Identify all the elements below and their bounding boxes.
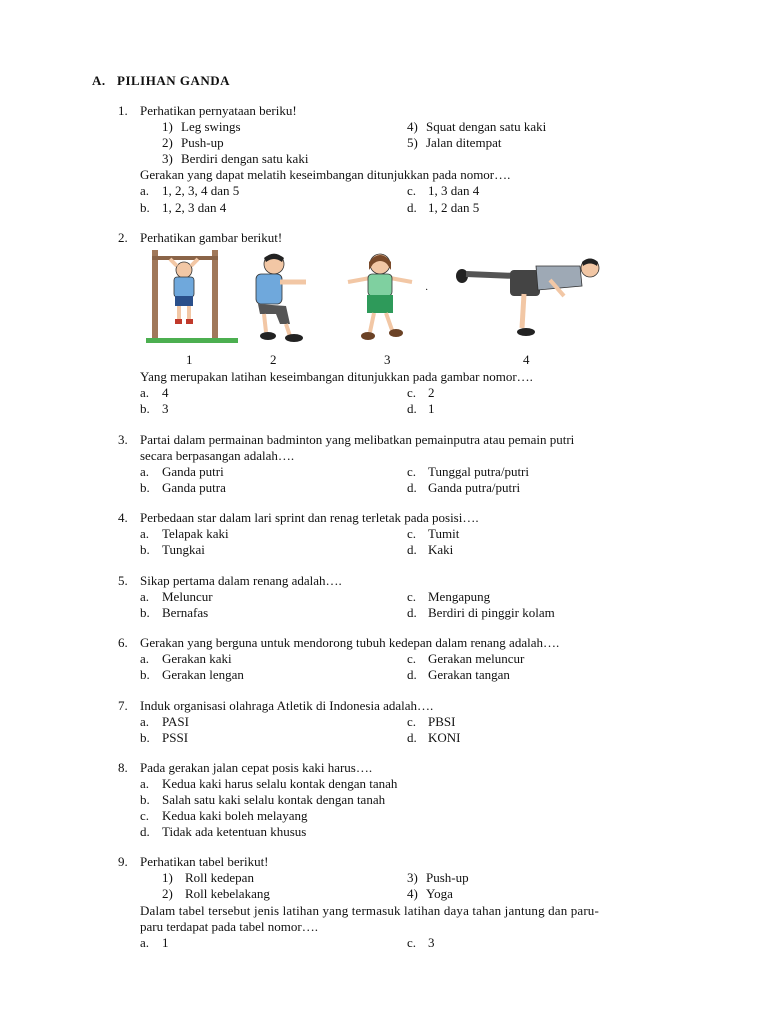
option-key: c. (407, 714, 417, 729)
list-item-text: Berdiri dengan satu kaki (181, 151, 309, 166)
option-key: a. (140, 526, 150, 541)
option-text: Gerakan lengan (162, 667, 244, 682)
option-key: b. (140, 200, 150, 215)
figure-label: 3 (384, 352, 391, 367)
one-leg-balance-figure (454, 252, 604, 340)
list-item-text: Squat dengan satu kaki (426, 119, 547, 134)
option-key: b. (140, 480, 150, 495)
option-text: 3 (428, 935, 435, 950)
option-text: 1, 3 dan 4 (428, 183, 480, 198)
question-number: 4. (118, 510, 128, 525)
option-key: a. (140, 589, 150, 604)
list-item-text: Yoga (426, 886, 453, 901)
option-text: Ganda putra/putri (428, 480, 521, 495)
option-key: d. (140, 824, 150, 839)
option-key: b. (140, 605, 150, 620)
list-item-text: Leg swings (181, 119, 241, 134)
option-text: Ganda putra (162, 480, 226, 495)
option-text: Kedua kaki boleh melayang (162, 808, 308, 823)
option-text: KONI (428, 730, 461, 745)
list-item-number: 1) (162, 870, 173, 885)
option-key: b. (140, 667, 150, 682)
option-text: Tunggal putra/putri (428, 464, 529, 479)
list-item-number: 2) (162, 135, 173, 150)
option-key: a. (140, 651, 150, 666)
option-text: Telapak kaki (162, 526, 229, 541)
option-key: c. (407, 526, 417, 541)
list-item-text: Roll kebelakang (185, 886, 270, 901)
question-stem: Perhatikan tabel berikut! (140, 854, 269, 869)
option-text: Ganda putri (162, 464, 224, 479)
option-text: Berdiri di pinggir kolam (428, 605, 555, 620)
option-text: PSSI (162, 730, 189, 745)
option-text: Meluncur (162, 589, 213, 604)
option-key: a. (140, 183, 150, 198)
option-text: 1 (428, 401, 435, 416)
question-number: 3. (118, 432, 128, 447)
option-text: 2 (428, 385, 435, 400)
question-number: 9. (118, 854, 128, 869)
figure-label: 1 (186, 352, 193, 367)
option-text: 1 (162, 935, 169, 950)
question-number: 6. (118, 635, 128, 650)
option-key: d. (407, 200, 417, 215)
list-item-text: Jalan ditempat (426, 135, 502, 150)
option-key: b. (140, 792, 150, 807)
option-key: c. (140, 808, 150, 823)
option-key: a. (140, 935, 150, 950)
option-text: 3 (162, 401, 169, 416)
question-text: Gerakan yang dapat melatih keseimbangan ditunjukkan pada nomor…. (140, 167, 511, 182)
question-stem: Pada gerakan jalan cepat posis kaki harus…. (140, 760, 373, 775)
option-key: d. (407, 605, 417, 620)
list-item-text: Push-up (426, 870, 469, 885)
option-text: Kaki (428, 542, 454, 557)
option-text: Tidak ada ketentuan khusus (162, 824, 307, 839)
question-stem: Sikap pertama dalam renang adalah…. (140, 573, 342, 588)
option-text: PBSI (428, 714, 456, 729)
option-key: a. (140, 385, 150, 400)
figure-label: 2 (270, 352, 277, 367)
list-item-text: Push-up (181, 135, 224, 150)
list-item-number: 3) (407, 870, 418, 885)
list-item-number: 2) (162, 886, 173, 901)
question-stem: Perhatikan pernyataan beriku! (140, 103, 297, 118)
option-text: 1, 2 dan 5 (428, 200, 480, 215)
list-item-number: 4) (407, 886, 418, 901)
list-item-number: 3) (162, 151, 173, 166)
option-text: Mengapung (428, 589, 491, 604)
section-title: PILIHAN GANDA (117, 73, 231, 88)
option-key: d. (407, 667, 417, 682)
option-text: Gerakan tangan (428, 667, 510, 682)
option-text: Bernafas (162, 605, 209, 620)
question-number: 7. (118, 698, 128, 713)
option-key: d. (407, 542, 417, 557)
question-stem: Partai dalam permainan badminton yang melibatkan pemainputra atau pemain putri (140, 432, 575, 447)
list-item-number: 5) (407, 135, 418, 150)
option-text: Gerakan meluncur (428, 651, 525, 666)
option-key: d. (407, 730, 417, 745)
option-key: d. (407, 401, 417, 416)
list-item-text: Roll kedepan (185, 870, 254, 885)
squat-figure (246, 248, 324, 344)
option-key: c. (407, 385, 417, 400)
standing-figure (344, 248, 416, 344)
question-stem: Perbedaan star dalam lari sprint dan renag terletak pada posisi…. (140, 510, 479, 525)
option-key: c. (407, 183, 417, 198)
question-text-continued: paru terdapat pada tabel nomor…. (140, 919, 318, 934)
list-item-number: 4) (407, 119, 418, 134)
question-number: 8. (118, 760, 128, 775)
figure-label: 4 (523, 352, 530, 367)
option-text: Tumit (428, 526, 460, 541)
option-key: c. (407, 651, 417, 666)
option-key: a. (140, 714, 150, 729)
section-letter: A. (92, 73, 106, 88)
dot-mark: · (425, 285, 429, 296)
question-text: Dalam tabel tersebut jenis latihan yang termasuk latihan daya tahan jantung dan paru- (140, 903, 599, 918)
option-key: a. (140, 464, 150, 479)
list-item-number: 1) (162, 119, 173, 134)
option-text: Gerakan kaki (162, 651, 232, 666)
pull-up-figure (146, 248, 238, 344)
option-key: a. (140, 776, 150, 791)
question-number: 2. (118, 230, 128, 245)
question-stem: Induk organisasi olahraga Atletik di Indonesia adalah…. (140, 698, 434, 713)
option-key: b. (140, 730, 150, 745)
option-key: c. (407, 464, 417, 479)
option-key: d. (407, 480, 417, 495)
option-text: Salah satu kaki selalu kontak dengan tanah (162, 792, 386, 807)
option-text: 1, 2, 3 dan 4 (162, 200, 227, 215)
option-text: 1, 2, 3, 4 dan 5 (162, 183, 240, 198)
question-text: Yang merupakan latihan keseimbangan ditunjukkan pada gambar nomor…. (140, 369, 533, 384)
question-number: 5. (118, 573, 128, 588)
option-text: 4 (162, 385, 169, 400)
option-key: b. (140, 542, 150, 557)
option-text: Tungkai (162, 542, 205, 557)
question-stem: Perhatikan gambar berikut! (140, 230, 283, 245)
option-key: b. (140, 401, 150, 416)
question-stem: Gerakan yang berguna untuk mendorong tubuh kedepan dalam renang adalah…. (140, 635, 560, 650)
option-key: c. (407, 589, 417, 604)
option-key: c. (407, 935, 417, 950)
question-stem-continued: secara berpasangan adalah…. (140, 448, 295, 463)
option-text: Kedua kaki harus selalu kontak dengan tanah (162, 776, 398, 791)
option-text: PASI (162, 714, 189, 729)
question-number: 1. (118, 103, 128, 118)
